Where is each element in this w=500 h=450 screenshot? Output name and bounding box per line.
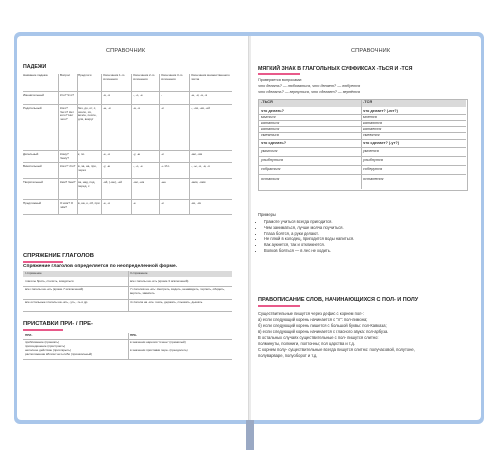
examples-title: Примеры	[258, 212, 276, 217]
table-word: кататься	[261, 121, 280, 125]
table-header: Окончания множественного числа	[191, 73, 230, 81]
table-header: Окончания 1-го склонения	[103, 73, 125, 81]
rule-line: С корнем полу- существительные всегда пишутся слитно: получасовой, полутоне,	[258, 347, 415, 352]
table-cell: в, на, о, об, при	[78, 201, 100, 205]
table-cell: в, за, на, про, через	[78, 164, 97, 172]
table-cell: -ы, -и	[103, 106, 111, 110]
table-header: Окончания 3-го склонения	[161, 73, 183, 81]
rule-line: а) если следующий корень начинается с "л": пол-лимона;	[258, 317, 368, 322]
list-item: • Как аукнется, так и откликнется.	[264, 242, 354, 248]
check-example: что сделать? — вернуться, что сделает? — вернётся	[258, 90, 361, 94]
table-cell: в значении наречия "очень" (премилый)	[130, 340, 186, 344]
check-example: что делать? — любоваться, что делает? — любуется	[258, 84, 361, 88]
table-word: мыться	[261, 115, 276, 119]
table-header: Предлоги	[78, 73, 92, 77]
table-cell: -е	[133, 201, 136, 205]
table-cell: без, до, от, с, около, из, возле, после, для, вокруг	[78, 106, 97, 122]
table-cell: к, по	[78, 152, 85, 156]
table-cell: -и	[161, 152, 164, 156]
rule-line: в) если следующий корень начинается с гласного звука: пол-арбуза.	[258, 329, 389, 334]
table-cell: -у, -ю	[103, 164, 111, 168]
table-word: улыбнуться	[261, 158, 284, 162]
table-cell: -, -ов, -ев, -ей	[191, 106, 210, 110]
table-word: останется	[363, 177, 384, 181]
table-cell: Родительный	[23, 106, 42, 110]
table-cell: О ком? О чём?	[60, 201, 74, 209]
table-cell: -ом, -ем	[133, 180, 145, 184]
table-header: I спряжение	[25, 271, 42, 275]
table-cell: Кем? Чем?	[60, 180, 76, 184]
rule-line: полминуты, полкниги, полтонны; пол царства и т.д.	[258, 341, 355, 346]
table-cell: -и	[161, 106, 164, 110]
table-word: собраться	[261, 167, 281, 171]
table-cell: -ой, (-ою), -ей	[103, 180, 122, 184]
table-cell: Кто? Что?	[60, 93, 74, 97]
table-header: ПРИ-	[25, 333, 33, 337]
heading-underline	[258, 73, 300, 75]
table-cell: приближение (приехать)	[25, 340, 60, 344]
myagkiy-znak-heading: МЯГКИЙ ЗНАК В ГЛАГОЛЬНЫХ СУФФИКСАХ -ТЬСЯ И -ТСЯ	[258, 66, 413, 72]
table-question: что сделать?	[261, 141, 287, 145]
table-cell: расположение вблизи чего-либо (пришкольный)	[25, 352, 93, 356]
list-item: • Чем заниматься, лучше молча поучиться.	[264, 225, 354, 231]
rule-line: б) если следующий корень пишется с большой буквы: пол-Кавказа;	[258, 323, 387, 328]
table-cell: -е, -и	[103, 201, 111, 205]
table-word: улыбнутся	[363, 158, 383, 162]
table-cell: Кого? Что?	[60, 164, 76, 168]
table-header: Название падежа	[23, 73, 48, 77]
table-cell: все глаголы на -ить (кроме 3 исключений)	[130, 279, 189, 283]
table-header: Окончания 2-го склонения	[133, 73, 155, 81]
table-cell: -, -о, -е	[133, 93, 143, 97]
table-cell: Кому? Чему?	[60, 152, 69, 160]
table-header: -ТЬСЯ	[261, 100, 273, 104]
heading-underline	[23, 329, 63, 331]
table-header: -ТСЯ	[363, 100, 373, 104]
table-question: что сделает? (-ут?)	[363, 141, 399, 145]
table-word: остаться	[261, 177, 280, 181]
table-cell: Именительный	[23, 93, 44, 97]
table-word: моется	[363, 115, 377, 119]
examples-list	[258, 219, 354, 254]
list-item: • Волков бояться — в лес не ходить.	[264, 248, 354, 254]
rule-line: полуварваре, полуоборот и т.д.	[258, 353, 318, 358]
table-word: смеяться	[261, 133, 279, 137]
table-cell: -ах, -ях	[191, 201, 201, 205]
bookmark-ribbon	[246, 420, 254, 450]
list-item: • Грамоте учиться всегда пригодится.	[264, 219, 354, 225]
table-word: кататься	[261, 127, 280, 131]
spryazhenie-heading: СПРЯЖЕНИЕ ГЛАГОЛОВ	[23, 253, 94, 259]
pristavki-heading: ПРИСТАВКИ ПРИ- / ПРЕ-	[23, 321, 93, 327]
table-cell: 4 глагола на -ать: гнать, держать, слышать, дышать	[130, 300, 203, 304]
pravopisanie-heading: ПРАВОПИСАНИЕ СЛОВ, НАЧИНАЮЩИХСЯ С ПОЛ- И ПОЛУ	[258, 297, 419, 303]
table-cell: 7 глаголов на -еть: смотреть, видеть, ненавидеть, терпеть, обидеть, вертеть, зависеть	[130, 287, 225, 295]
table-cell: -ы, -и, -а, -я	[191, 93, 208, 97]
table-cell: -а, -я	[103, 93, 110, 97]
table-word: катается	[363, 127, 382, 131]
table-cell: -у, -ю	[133, 152, 141, 156]
table-cell: -а, -я	[133, 106, 140, 110]
table-cell: Кого? Чего? Нет кого? Нет чего?	[60, 106, 74, 122]
table-cell: -, -о, -е	[133, 164, 143, 168]
table-header: ПРЕ-	[130, 333, 138, 337]
table-header: II спряжение	[130, 271, 148, 275]
table-word: соберутся	[363, 167, 383, 171]
left-page-title: СПРАВОЧНИК	[106, 48, 146, 54]
heading-underline	[23, 261, 63, 263]
table-word: умыться	[261, 149, 278, 153]
padezhi-heading: ПАДЕЖИ	[23, 64, 47, 70]
table-word: умоется	[363, 149, 379, 153]
table-cell: Винительный	[23, 164, 42, 168]
table-cell: Дательный	[23, 152, 39, 156]
table-cell: за, над, под, перед, с	[78, 180, 96, 188]
table-cell: -	[161, 93, 162, 97]
list-item: • Глаза боятся, а руки делают.	[264, 231, 354, 237]
table-cell: -+ И.п.	[161, 164, 171, 168]
right-page-title: СПРАВОЧНИК	[351, 48, 391, 54]
table-cell: Предложный	[23, 201, 42, 205]
table-question: что делает? (-ют?)	[363, 109, 398, 113]
table-cell: глаголы брить, стелить, зиждиться	[25, 279, 74, 283]
table-cell: -ам, -ям	[191, 152, 203, 156]
table-cell: все остальные глаголы на -ать, -уть, -ть и др.	[25, 300, 89, 304]
table-cell: все глаголы на -еть (кроме 7 исключений)	[25, 287, 84, 291]
rule-line: Существительные пишутся через дефис с корнем пол-:	[258, 311, 364, 316]
list-item: • Не плюй в колодец, пригодится воды напиться.	[264, 236, 354, 242]
table-cell: -ами, -ями	[191, 180, 206, 184]
table-cell: неполное действие (приоткрыть)	[25, 348, 71, 352]
heading-underline	[258, 305, 300, 307]
table-cell: -е, -и	[103, 152, 111, 156]
table-word: катаются	[363, 121, 383, 125]
table-question: что делать?	[261, 109, 284, 113]
table-word: смеются	[363, 133, 380, 137]
table-header: Вопрос	[60, 73, 71, 77]
table-cell: -ью	[161, 180, 166, 184]
table-cell: -, -ы, -и, -а, -я	[191, 164, 210, 168]
check-intro: Проверяется вопросами:	[258, 78, 303, 82]
table-cell: в значении приставки пере- (преодолеть)	[130, 348, 188, 352]
table-cell: присоединение (пристроить)	[25, 344, 66, 348]
rule-line: В остальных случаях существительные с пол- пишутся слитно:	[258, 335, 379, 340]
table-cell: -и	[161, 201, 164, 205]
table-cell: Творительный	[23, 180, 43, 184]
spryazhenie-subheading: Спряжение глаголов определяется по неопределенной форме.	[23, 264, 178, 269]
